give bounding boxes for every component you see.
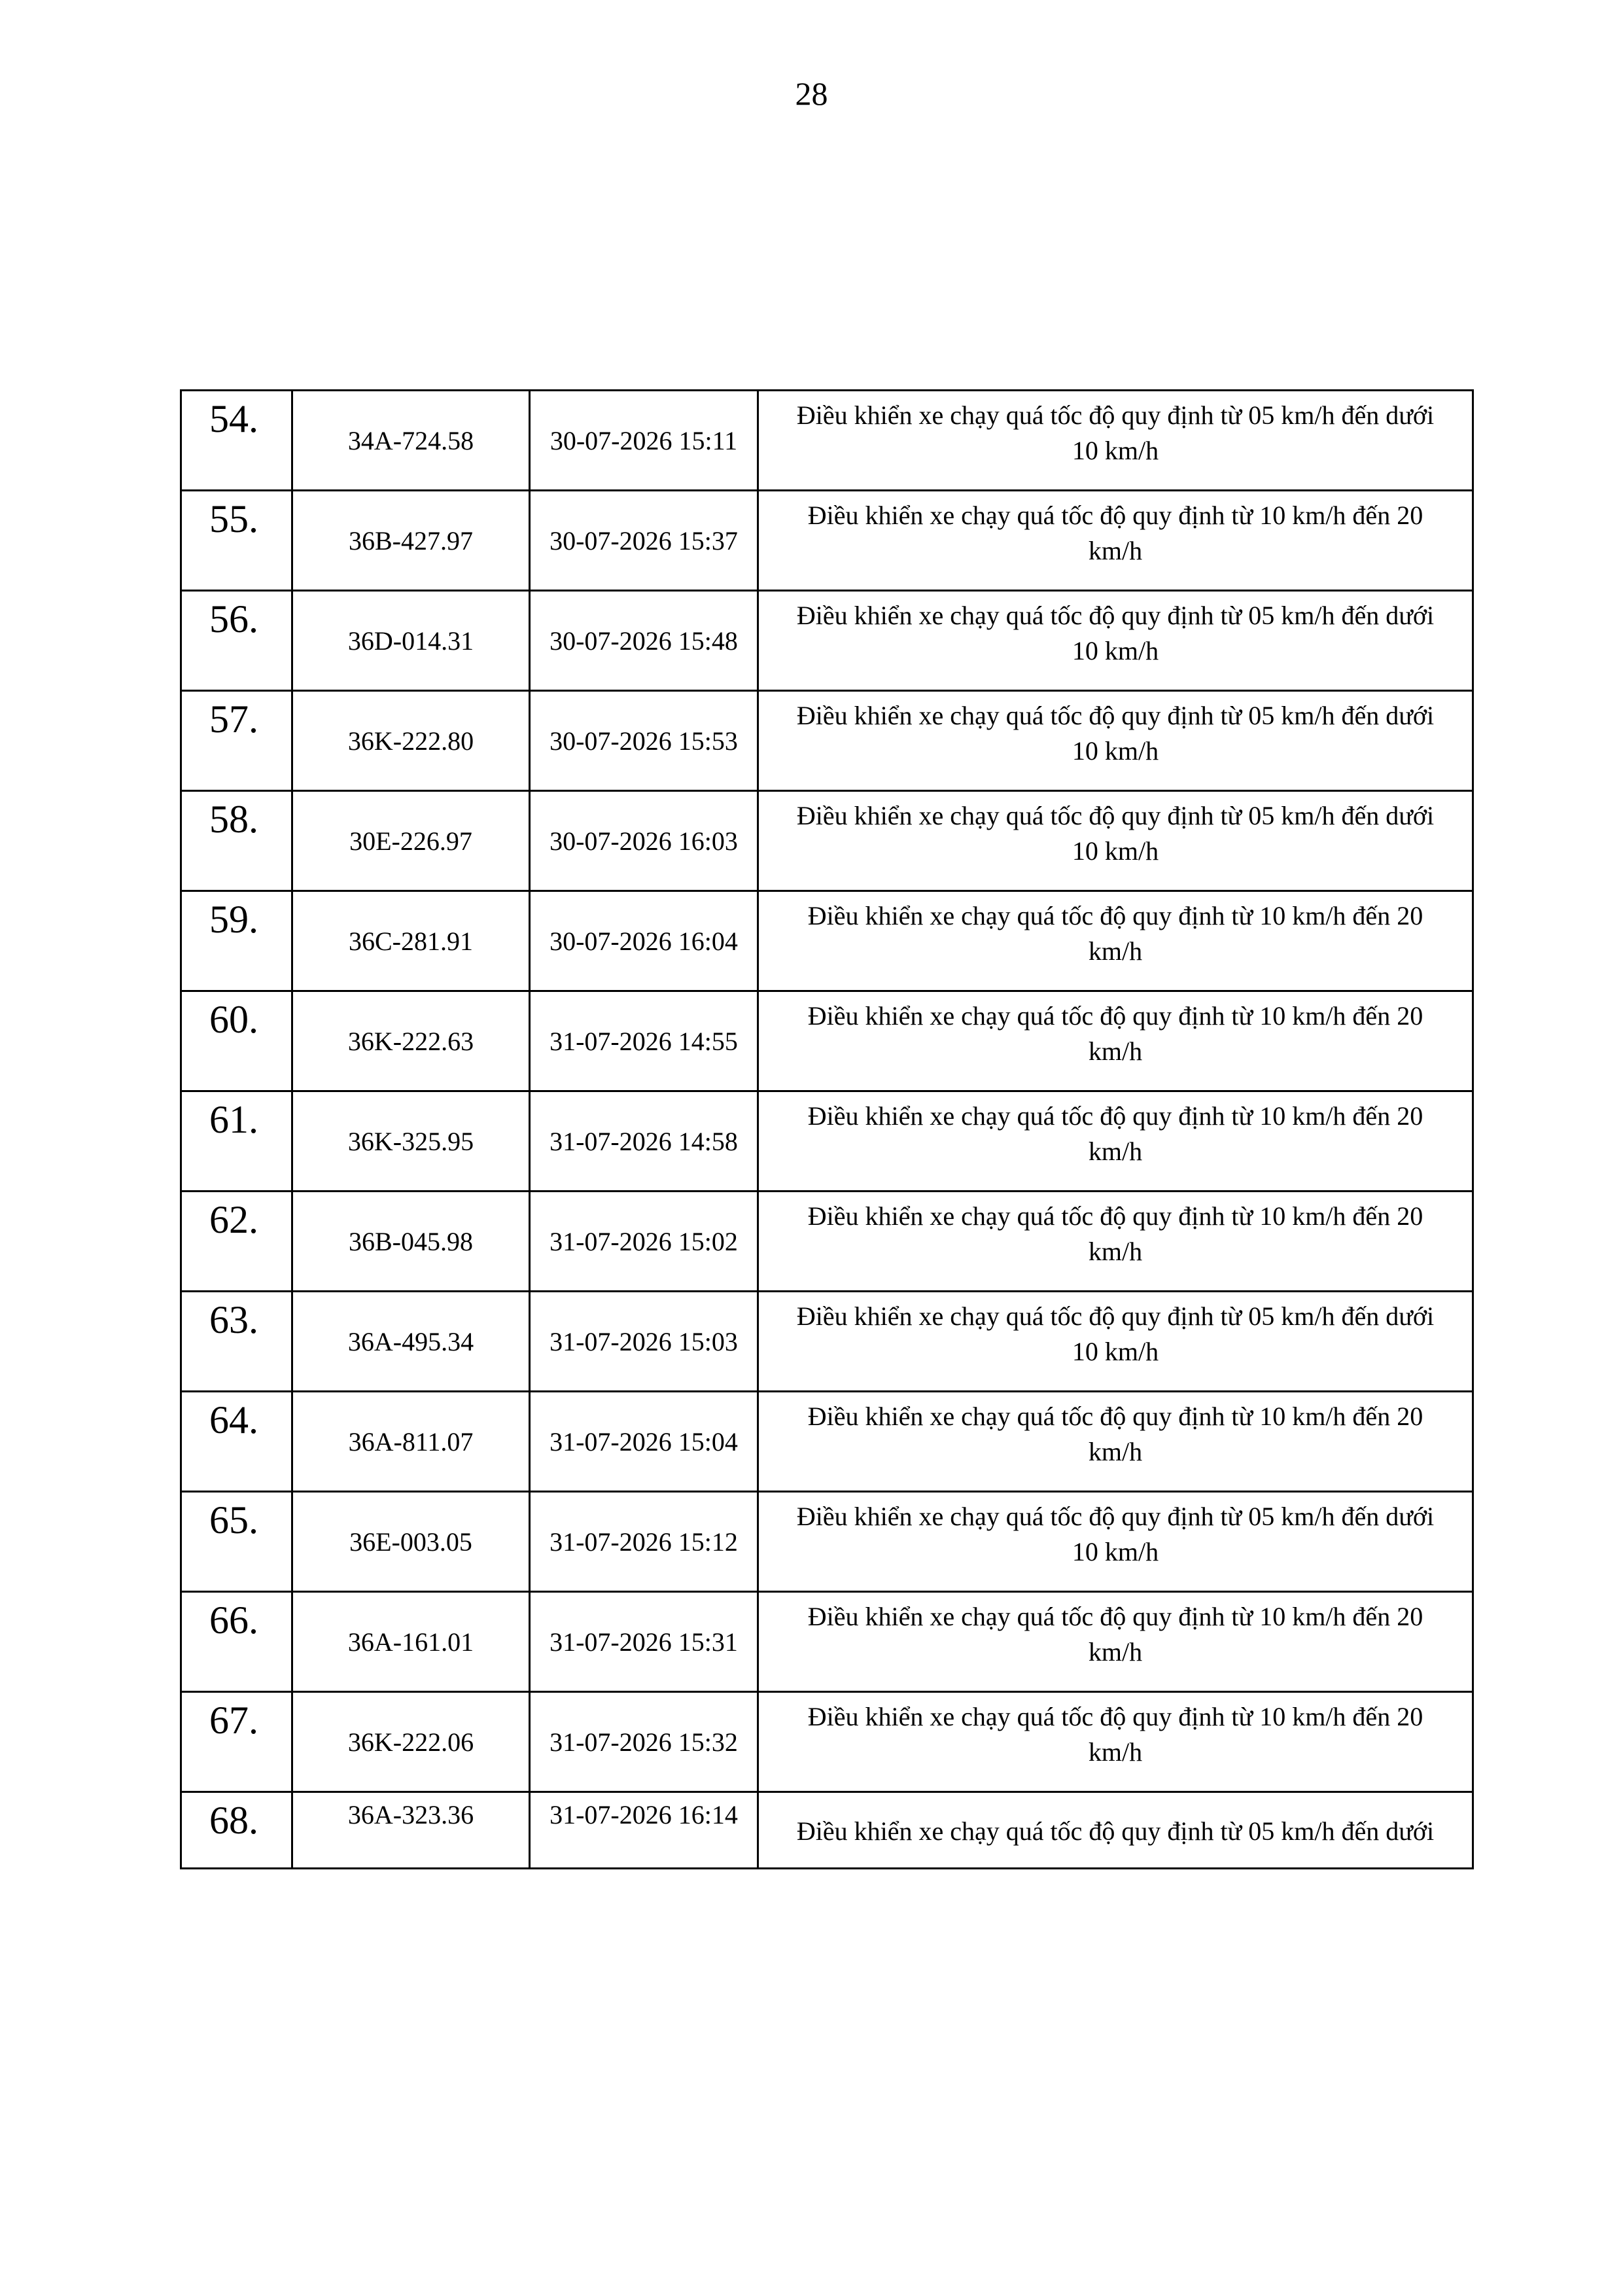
- violation-description: Điều khiển xe chạy quá tốc độ quy định từ 05 km/h đến dưới 10 km/h: [758, 391, 1473, 491]
- license-plate: 36A-495.34: [292, 1292, 530, 1392]
- violation-time: 31-07-2026 16:14: [530, 1792, 758, 1869]
- license-plate: 36K-222.80: [292, 691, 530, 791]
- violation-time: 31-07-2026 15:31: [530, 1592, 758, 1692]
- row-number: 59.: [181, 891, 292, 991]
- table-row: [181, 691, 1473, 791]
- table-row: [181, 391, 1473, 491]
- license-plate: 30E-226.97: [292, 791, 530, 891]
- violation-time: 31-07-2026 15:32: [530, 1692, 758, 1792]
- table-row: [181, 1292, 1473, 1392]
- violation-time: 30-07-2026 15:11: [530, 391, 758, 491]
- license-plate: 36K-325.95: [292, 1091, 530, 1192]
- table-row: [181, 891, 1473, 991]
- violation-time: 30-07-2026 16:04: [530, 891, 758, 991]
- row-number: 62.: [181, 1192, 292, 1292]
- violation-description: Điều khiển xe chạy quá tốc độ quy định từ 10 km/h đến 20 km/h: [758, 1592, 1473, 1692]
- row-number: 56.: [181, 591, 292, 691]
- table-row: [181, 1592, 1473, 1692]
- table-row: [181, 591, 1473, 691]
- row-number: 64.: [181, 1392, 292, 1492]
- row-number: 67.: [181, 1692, 292, 1792]
- violation-time: 31-07-2026 15:02: [530, 1192, 758, 1292]
- table-row: [181, 791, 1473, 891]
- license-plate: 36B-427.97: [292, 491, 530, 591]
- table-row: [181, 1492, 1473, 1592]
- table-row: [181, 1192, 1473, 1292]
- violation-description: Điều khiển xe chạy quá tốc độ quy định từ 05 km/h đến dưới 10 km/h: [758, 791, 1473, 891]
- license-plate: 36E-003.05: [292, 1492, 530, 1592]
- row-number: 68.: [181, 1792, 292, 1869]
- violation-time: 31-07-2026 15:12: [530, 1492, 758, 1592]
- license-plate: 36B-045.98: [292, 1192, 530, 1292]
- violation-description: Điều khiển xe chạy quá tốc độ quy định từ 10 km/h đến 20 km/h: [758, 491, 1473, 591]
- violation-time: 31-07-2026 14:55: [530, 991, 758, 1091]
- violation-description: Điều khiển xe chạy quá tốc độ quy định từ 05 km/h đến dưới 10 km/h: [758, 1492, 1473, 1592]
- license-plate: 34A-724.58: [292, 391, 530, 491]
- violations-table: [180, 389, 1474, 1869]
- violation-description: Điều khiển xe chạy quá tốc độ quy định từ 10 km/h đến 20 km/h: [758, 891, 1473, 991]
- license-plate: 36A-811.07: [292, 1392, 530, 1492]
- row-number: 60.: [181, 991, 292, 1091]
- table-row: [181, 1392, 1473, 1492]
- violation-time: 30-07-2026 16:03: [530, 791, 758, 891]
- violation-time: 31-07-2026 15:03: [530, 1292, 758, 1392]
- violation-description: Điều khiển xe chạy quá tốc độ quy định từ 05 km/h đến dưới 10 km/h: [758, 1292, 1473, 1392]
- table-row: [181, 1792, 1473, 1869]
- violation-time: 30-07-2026 15:37: [530, 491, 758, 591]
- row-number: 55.: [181, 491, 292, 591]
- violation-description: Điều khiển xe chạy quá tốc độ quy định từ 05 km/h đến dưới 10 km/h: [758, 691, 1473, 791]
- violation-time: 30-07-2026 15:53: [530, 691, 758, 791]
- violation-description: Điều khiển xe chạy quá tốc độ quy định từ 10 km/h đến 20 km/h: [758, 1392, 1473, 1492]
- row-number: 65.: [181, 1492, 292, 1592]
- row-number: 57.: [181, 691, 292, 791]
- violation-time: 31-07-2026 15:04: [530, 1392, 758, 1492]
- row-number: 61.: [181, 1091, 292, 1192]
- license-plate: 36A-161.01: [292, 1592, 530, 1692]
- row-number: 54.: [181, 391, 292, 491]
- license-plate: 36A-323.36: [292, 1792, 530, 1869]
- violation-description: Điều khiển xe chạy quá tốc độ quy định từ 10 km/h đến 20 km/h: [758, 1192, 1473, 1292]
- license-plate: 36D-014.31: [292, 591, 530, 691]
- violation-description: Điều khiển xe chạy quá tốc độ quy định từ 05 km/h đến dưới 10 km/h: [758, 591, 1473, 691]
- page-number: 28: [795, 75, 828, 112]
- violation-description: Điều khiển xe chạy quá tốc độ quy định từ 10 km/h đến 20 km/h: [758, 991, 1473, 1091]
- violation-time: 30-07-2026 15:48: [530, 591, 758, 691]
- violations-table-body: [181, 391, 1473, 1869]
- violation-time: 31-07-2026 14:58: [530, 1091, 758, 1192]
- violation-description: Điều khiển xe chạy quá tốc độ quy định từ 10 km/h đến 20 km/h: [758, 1091, 1473, 1192]
- license-plate: 36K-222.63: [292, 991, 530, 1091]
- table-row: [181, 1692, 1473, 1792]
- row-number: 66.: [181, 1592, 292, 1692]
- license-plate: 36C-281.91: [292, 891, 530, 991]
- row-number: 58.: [181, 791, 292, 891]
- row-number: 63.: [181, 1292, 292, 1392]
- table-row: [181, 491, 1473, 591]
- table-row: [181, 991, 1473, 1091]
- table-row: [181, 1091, 1473, 1192]
- violation-description: Điều khiển xe chạy quá tốc độ quy định từ 10 km/h đến 20 km/h: [758, 1692, 1473, 1792]
- license-plate: 36K-222.06: [292, 1692, 530, 1792]
- violation-description: Điều khiển xe chạy quá tốc độ quy định từ 05 km/h đến dưới: [758, 1792, 1473, 1869]
